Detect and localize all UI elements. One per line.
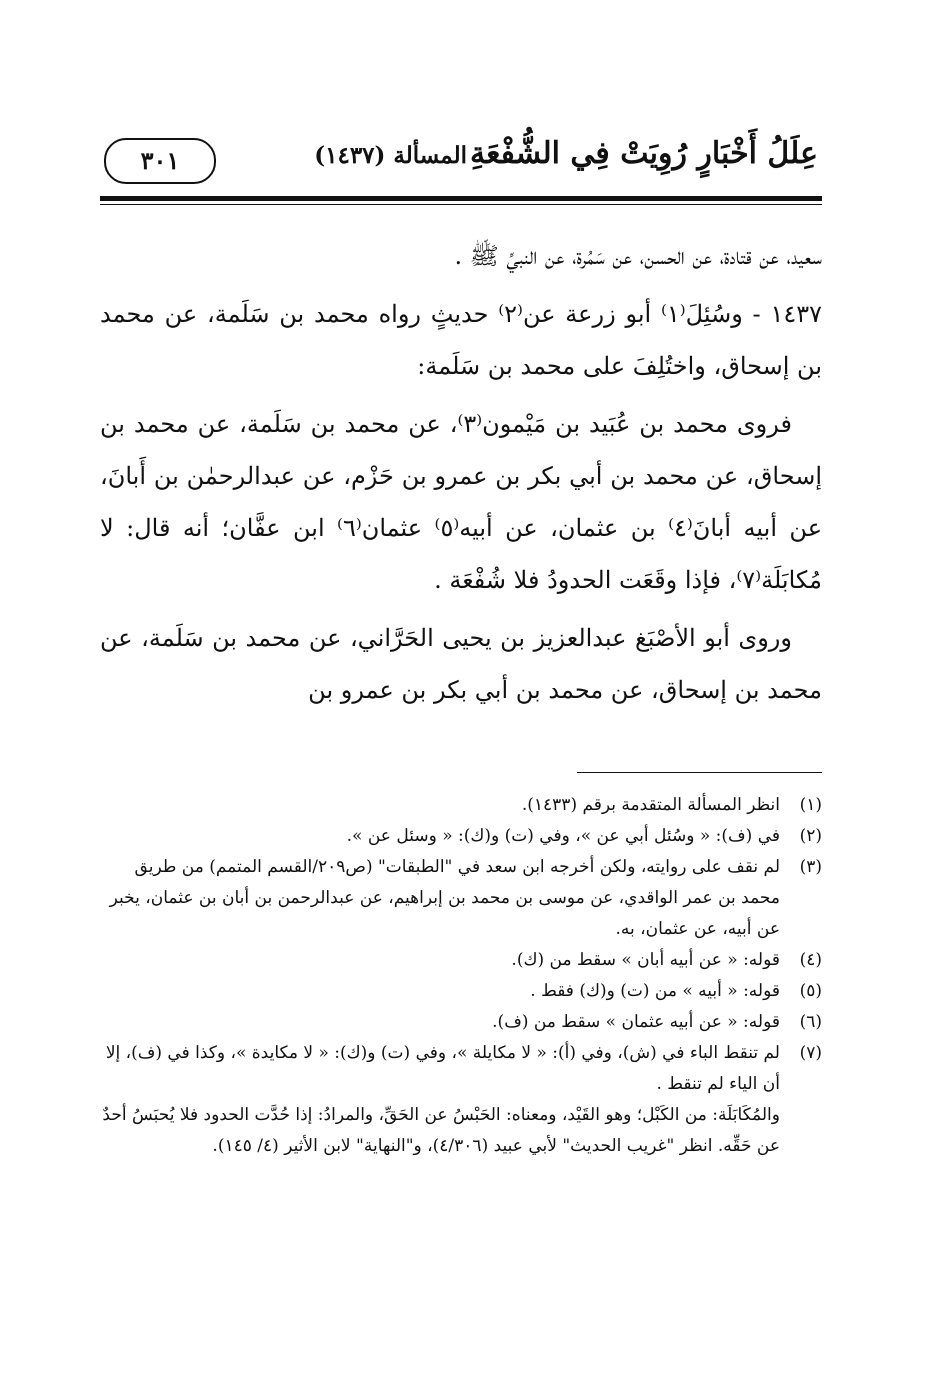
footnote-text [100,1038,780,1162]
footnote-separator [577,772,822,773]
footnote-line: انظر المسألة المتقدمة برقم (١٤٣٣). [521,795,780,815]
page-number-badge: ٣٠١ [104,138,216,184]
footnote-number: (٧) [799,1043,822,1063]
footnote [100,976,822,1007]
footnote [100,852,822,945]
footnote-text [100,821,780,852]
footnote-line: قوله: « عن أبيه أبان » سقط من (ك). [511,950,780,970]
footnote-text [100,852,780,945]
footnote-line: لم تنقط الباء في (ش)، وفي (أ): « لا مكايلة »، وفي (ت) و(ك): « لا مكايدة »، وكذا في (ف)، إلا أن الياء لم تنقط . [105,1043,780,1094]
footnote [100,821,822,852]
footnote [100,790,822,821]
main-text [100,230,822,722]
header-rule [100,196,822,201]
footnote-line: لم نقف على روايته، ولكن أخرجه ابن سعد في "الطبقات" (ص٢٠٩/القسم المتمم) من طريق محمد بن عمر الواقدي، عن موسى بن محمد بن إبراهيم، عن عبدالرحمن بن أبان بن عثمان، يخبر عن أبيه، عن عثمان، به. [109,857,780,939]
footnote-number: (٤) [799,950,822,970]
paragraph: فروى محمد بن عُبَيد بن مَيْمون⁽٣⁾، عن محمد بن سَلَمة، عن محمد بن إسحاق، عن محمد بن أبي بكر بن عمرو بن حَزْم، عن عبدالرحمٰن بن أَبانَ، عن أبيه أبانَ⁽٤⁾ بن عثمان، عن أبيه⁽٥⁾ عثمان⁽٦⁾ ابن عفَّان؛ أنه قال: لا مُكابَلَة⁽٧⁾، فإذا وقَعَت الحدودُ فلا شُفْعَة . [100,410,823,594]
footnote-number: (٣) [799,857,822,877]
footnote-line: في (ف): « وسُئل أبي عن »، وفي (ت) و(ك): « وسئل عن ». [346,826,780,846]
footnote [100,945,822,976]
paragraph: سعيد، عن قتادة، عن الحسن، عن سَمُرة، عن النبيِّ ﷺ . [454,242,822,270]
issue-paragraph: ١٤٣٧ - وسُئِلَ⁽١⁾ أبو زرعة عن⁽٢⁾ حديثٍ رواه محمد بن سَلَمة، عن محمد بن إسحاق، واختُلِفَ على محمد بن سَلَمة: [100,300,822,380]
footnote-line: قوله: « عن أبيه عثمان » سقط من (ف). [492,1012,780,1032]
footnote-number: (١) [799,795,822,815]
book-page [100,130,822,1330]
footnote-text [100,790,780,821]
page-header [100,130,822,196]
footnote-text [100,976,780,1007]
footnote [100,1038,822,1162]
footnote-number: (٢) [799,826,822,846]
footnotes [100,790,822,1162]
footnote-line: والمُكَابَلَة: من الكَبْل؛ وهو القَيْد، ومعناه: الحَبْسُ عن الحَقِّ، والمرادُ: إذا حُدَّت الحدود فلا يُحبَسُ أحدٌ عن حَقِّه. انظر "غريب الحديث" لأبي عبيد (٤/٣٠٦)، و"النهاية" لابن الأثير (٤/ ١٤٥). [102,1105,780,1156]
footnote-number: (٦) [799,1012,822,1032]
footnote-text [100,1007,780,1038]
footnote-line: قوله: « أبيه » من (ت) و(ك) فقط . [530,981,780,1001]
paragraph: وروى أبو الأصْبَغ عبدالعزيز بن يحيى الحَرَّاني، عن محمد بن سَلَمة، عن محمد بن إسحاق، عن محمد بن أبي بكر بن عمرو بن [100,624,822,704]
header-rule-thin [100,204,822,205]
footnote [100,1007,822,1038]
footnote-number: (٥) [799,981,822,1001]
running-title: عِلَلُ أَخْبَارٍ رُوِيَتْ فِي الشُّفْعَةِ [470,136,818,171]
footnote-text [100,945,780,976]
section-label: المسألة (١٤٣٧) [314,142,467,169]
